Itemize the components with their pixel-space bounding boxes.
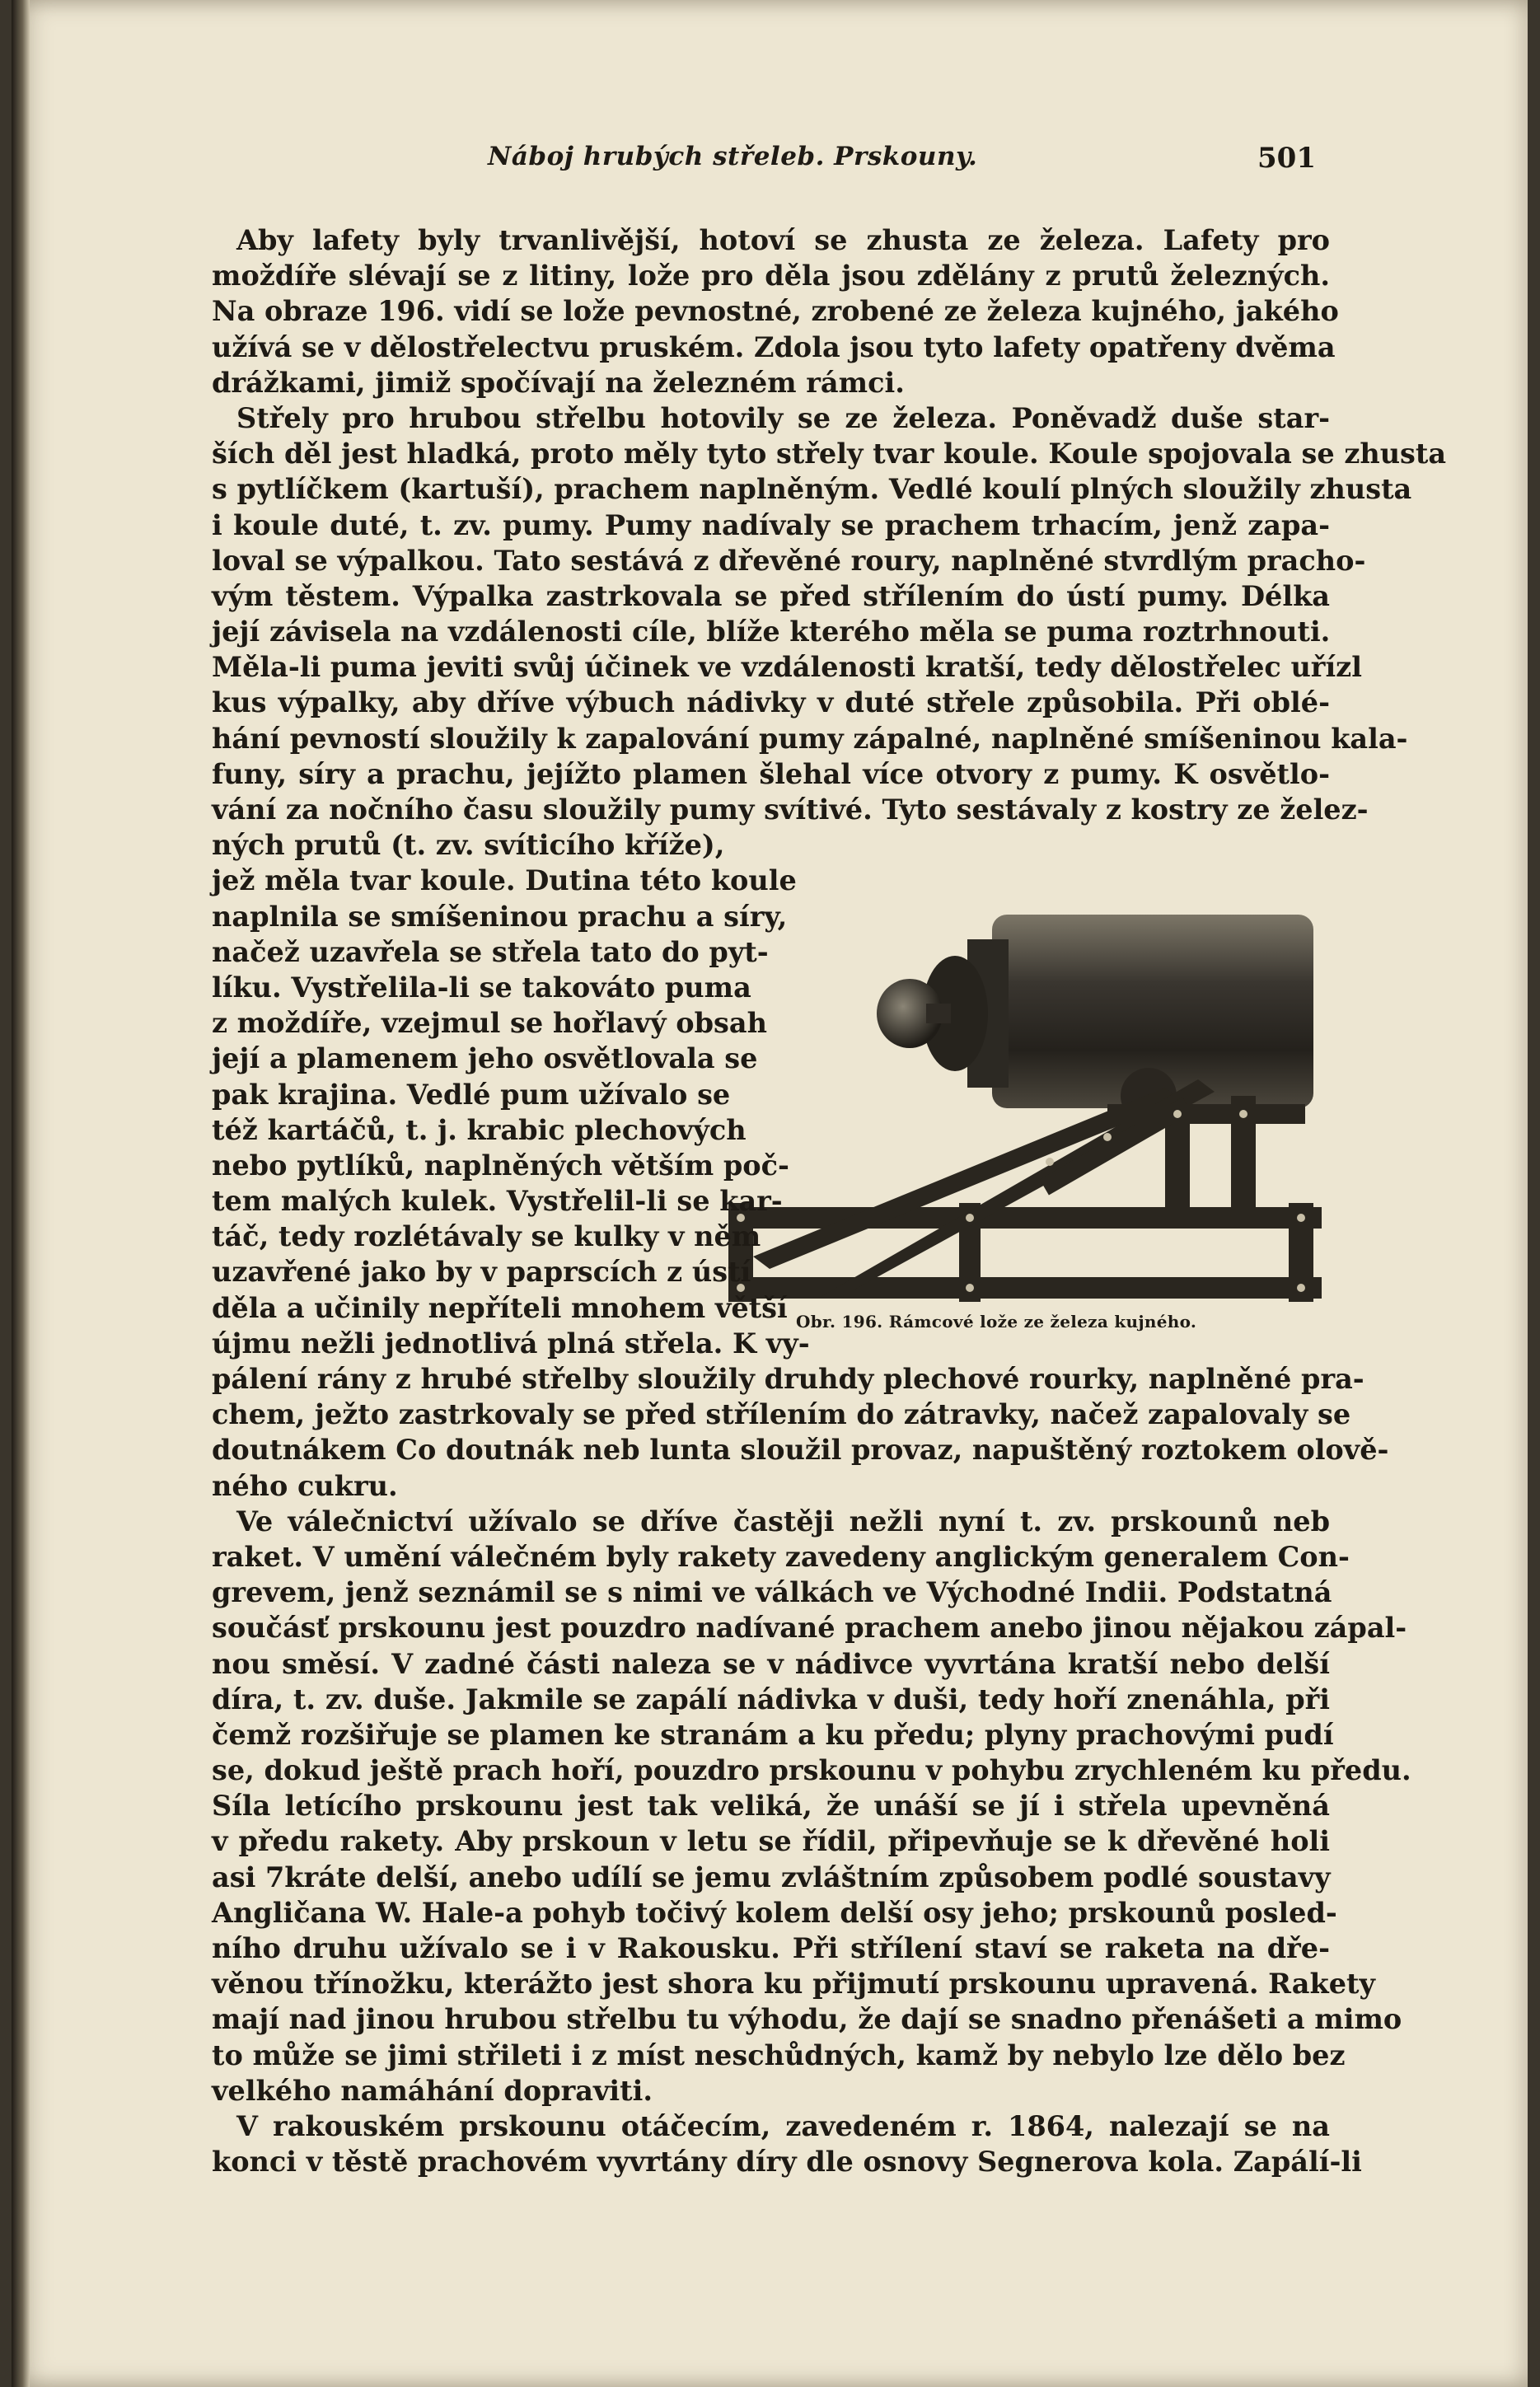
text-line: mají nad jinou hrubou střelbu tu výhodu, že dají se snadno přenášeti a mimo [212, 2003, 1402, 2036]
text-line: to může se jimi střileti i z míst neschůdných, kamž by nebylo lze dělo bez [212, 2038, 1346, 2071]
text-column [212, 222, 1447, 2179]
text-line: konci v těstě prachovém vyvrtány díry dle osnovy Segnerova kola. Zapálí-li [212, 2146, 1362, 2179]
text-line: moždíře slévají se z litiny, lože pro děla jsou zdělány z prutů železných. [212, 260, 1330, 293]
text-line: Střely pro hrubou střelbu hotovily se ze železa. Poněvadž duše star- [236, 401, 1330, 434]
text-line: věnou třínožku, kterážto jest shora ku přijmutí prskounu upravená. Rakety [212, 1968, 1375, 2001]
text-line: pak krajina. Vedlé pum užívalo se [212, 1078, 731, 1111]
text-line: uzavřené jako by v paprscích z ústí [212, 1256, 751, 1289]
text-line: drážkami, jimiž spočívají na železném rámci. [212, 366, 905, 399]
running-head [12, 142, 1528, 183]
paragraph [212, 400, 1447, 827]
text-line: i koule duté, t. zv. pumy. Pumy nadívaly se prachem trhacím, jenž zapa- [212, 508, 1330, 541]
text-line: ších děl jest hladká, proto měly tyto střely tvar koule. Koule spojovala se zhusta [212, 438, 1447, 470]
text-line: načež uzavřela se střela tato do pyt- [212, 935, 769, 968]
text-line: v předu rakety. Aby prskoun v letu se řídil, připevňuje se k dřevěné holi [212, 1825, 1330, 1858]
paragraph [212, 222, 1339, 400]
text-line: čemž rozšiřuje se plamen ke stranám a ku předu; plyny prachovými pudí [212, 1718, 1334, 1751]
text-line: z moždíře, vzejmul se hořlavý obsah [212, 1007, 767, 1040]
text-line: ných prutů (t. zv. svíticího kříže), [212, 829, 725, 862]
text-line: součásť prskounu jest pouzdro nadívané prachem anebo jinou nějakou zápal- [212, 1612, 1407, 1645]
text-line: její a plamenem jeho osvětlovala se [212, 1042, 758, 1075]
text-line: hání pevností sloužily k zapalování pumy zápalné, naplněné smíšeninou kala- [212, 722, 1408, 755]
text-line: líku. Vystřelila-li se takováto puma [212, 971, 751, 1004]
text-line: Měla-li puma jeviti svůj účinek ve vzdálenosti kratší, tedy dělostřelec uřízl [212, 651, 1362, 684]
text-line: díra, t. zv. duše. Jakmile se zapálí nádivka v duši, tedy hoří znenáhla, při [212, 1683, 1330, 1715]
text-line: funy, síry a prachu, jejížto plamen šlehal více otvory z pumy. K osvětlo- [212, 757, 1330, 790]
text-line: vání za nočního času sloužily pumy svítivé. Tyto sestávaly z kostry ze želez- [212, 793, 1369, 826]
text-line: táč, tedy rozlétávaly se kulky v něm [212, 1220, 761, 1253]
text-line: raket. V umění válečném byly rakety zavedeny anglickým generalem Con- [212, 1540, 1350, 1573]
text-line: též kartáčů, t. j. krabic plechových [212, 1113, 747, 1146]
page-number: 501 [1257, 142, 1316, 175]
text-line: velkého namáhání dopraviti. [212, 2074, 653, 2107]
text-line: V rakouském prskounu otáčecím, zavedeném r. 1864, nalezají se na [236, 2109, 1330, 2142]
paragraph [212, 827, 1389, 1504]
text-line: nou směsí. V zadné části naleza se v nádivce vyvrtána kratší nebo delší [212, 1647, 1330, 1680]
text-line: Ve válečnictví užívalo se dříve častěji nežli nyní t. zv. prskounů neb [236, 1505, 1330, 1538]
text-line: s pytlíčkem (kartuší), prachem naplněným. Vedlé koulí plných sloužily zhusta [212, 473, 1412, 506]
running-head-title: Náboj hrubých střeleb. Prskouny. [488, 142, 978, 171]
text-line: děla a učinily nepříteli mnohem větší [212, 1291, 788, 1324]
text-line: chem, ježto zastrkovaly se před střílením do zátravky, načež zapalovaly se [212, 1398, 1351, 1431]
text-line: se, dokud ještě prach hoří, pouzdro prskounu v pohybu zrychleném ku předu. [212, 1754, 1411, 1787]
paragraph [212, 1504, 1411, 2109]
book-spine [12, 0, 30, 2387]
text-line: ního druhu užívalo se i v Rakousku. Při střílení staví se raketa na dře- [212, 1932, 1330, 1964]
text-line: Angličana W. Hale-a pohyb točivý kolem delší osy jeho; prskounů posled- [212, 1896, 1337, 1929]
text-line: kus výpalky, aby dříve výbuch nádivky v duté střele způsobila. Při oblé- [212, 686, 1330, 719]
paragraph [212, 2109, 1362, 2179]
text-line: nebo pytlíků, naplněných větším poč- [212, 1149, 789, 1182]
book-page [12, 0, 1528, 2387]
text-line: pálení rány z hrubé střelby sloužily druhdy plechové rourky, naplněné pra- [212, 1363, 1364, 1395]
text-line: újmu nežli jednotlivá plná střela. K vy- [212, 1327, 810, 1360]
text-line: ného cukru. [212, 1469, 398, 1502]
text-line: naplnila se smíšeninou prachu a síry, [212, 900, 788, 933]
text-line: asi 7kráte delší, anebo udílí se jemu zvláštním způsobem podlé soustavy [212, 1860, 1331, 1893]
text-line: vým těstem. Výpalka zastrkovala se před střílením do ústí pumy. Délka [212, 579, 1330, 612]
text-line: jež měla tvar koule. Dutina této koule [212, 864, 797, 897]
text-line: Síla letícího prskounu jest tak veliká, že unáší se jí i střela upevněná [212, 1790, 1330, 1823]
text-line: tem malých kulek. Vystřelil-li se kar- [212, 1185, 783, 1218]
text-line: Na obraze 196. vidí se lože pevnostné, zrobené ze železa kujného, jakého [212, 295, 1339, 328]
text-line: užívá se v dělostřelectvu pruském. Zdola jsou tyto lafety opatřeny dvěma [212, 330, 1336, 363]
figure-caption: Obr. 196. Rámcové lože ze železa kujného. [796, 1312, 1197, 1332]
text-line: loval se výpalkou. Tato sestává z dřevěné roury, naplněné stvrdlým pracho- [212, 544, 1366, 577]
text-line: její závisela na vzdálenosti cíle, blíže kterého měla se puma roztrhnouti. [212, 615, 1331, 648]
text-line: doutnákem Co doutnák neb lunta sloužil provaz, napuštěný roztokem olově- [212, 1434, 1389, 1467]
text-line: Aby lafety byly trvanlivější, hotoví se zhusta ze železa. Lafety pro [236, 224, 1330, 256]
text-line: grevem, jenž seznámil se s nimi ve válkách ve Východné Indii. Podstatná [212, 1576, 1332, 1609]
